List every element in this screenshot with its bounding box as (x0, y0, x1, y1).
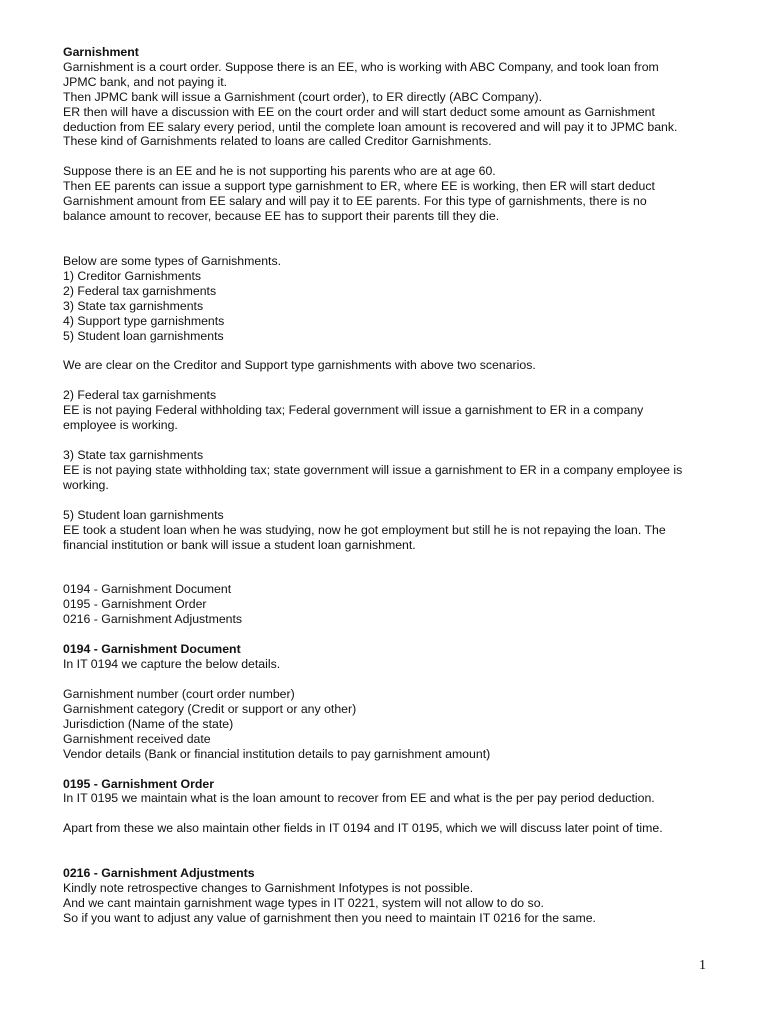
list-item: 0216 - Garnishment Adjustments (63, 612, 243, 627)
text-line: Suppose there is an EE and he is not supporting his parents who are at age 60. (63, 164, 496, 179)
infotypes-list (63, 582, 713, 627)
text-line: Garnishment amount from EE salary and will pay it to EE parents. For this type of garnishments, there is no (63, 194, 647, 209)
order-0195-section (63, 777, 713, 807)
document-body (63, 45, 713, 926)
list-item: 0195 - Garnishment Order (63, 597, 207, 612)
section-heading: 0216 - Garnishment Adjustments (63, 866, 255, 881)
list-intro: Below are some types of Garnishments. (63, 253, 282, 268)
list-item: Garnishment category (Credit or support or any other) (63, 701, 357, 716)
text-line: 3) State tax garnishments (63, 448, 204, 463)
text-line: In IT 0195 we maintain what is the loan amount to recover from EE and what is the per pay period deduction. (63, 791, 655, 806)
support-section (63, 164, 713, 224)
text-line: financial institution or bank will issue a student loan garnishment. (63, 537, 416, 552)
text-line: working. (63, 477, 109, 492)
text-line: And we cant maintain garnishment wage types in IT 0221, system will not allow to do so. (63, 896, 544, 911)
text-line: In IT 0194 we capture the below details. (63, 657, 281, 672)
text-line: These kind of Garnishments related to loans are called Creditor Garnishments. (63, 134, 492, 149)
list-item: 2) Federal tax garnishments (63, 283, 217, 298)
text-line: JPMC bank, and not paying it. (63, 74, 228, 89)
list-item: 0194 - Garnishment Document (63, 582, 232, 597)
list-item: Garnishment received date (63, 731, 211, 746)
text-line: Garnishment is a court order. Suppose there is an EE, who is working with ABC Company, and took loan from (63, 59, 659, 74)
clear-note: We are clear on the Creditor and Support type garnishments with above two scenarios. (63, 358, 536, 373)
text-line: So if you want to adjust any value of garnishment then you need to maintain IT 0216 for the same. (63, 910, 596, 925)
text-line: 5) Student loan garnishments (63, 507, 224, 522)
text-line: EE is not paying state withholding tax; state government will issue a garnishment to ER in a company employee is (63, 462, 683, 477)
text-line: employee is working. (63, 418, 178, 433)
state-section (63, 448, 713, 493)
text-line: EE is not paying Federal withholding tax; Federal government will issue a garnishment to ER in a company (63, 403, 644, 418)
section-heading: 0194 - Garnishment Document (63, 642, 241, 657)
intro-section (63, 45, 713, 149)
text-line: ER then will have a discussion with EE on the court order and will start deduct some amount as Garnishment (63, 104, 655, 119)
page-number: 1 (699, 958, 706, 973)
text-line: Kindly note retrospective changes to Garnishment Infotypes is not possible. (63, 881, 474, 896)
types-list (63, 254, 713, 343)
text-line: Then EE parents can issue a support type garnishment to ER, where EE is working, then ER will start deduct (63, 179, 655, 194)
text-line: deduction from EE salary every period, until the complete loan amount is recovered and will pay it to JPMC bank. (63, 119, 678, 134)
section-heading: 0195 - Garnishment Order (63, 776, 215, 791)
text-line: 2) Federal tax garnishments (63, 388, 217, 403)
text-line: Apart from these we also maintain other fields in IT 0194 and IT 0195, which we will discuss later point of time. (63, 821, 663, 836)
text-line: EE took a student loan when he was studying, now he got employment but still he is not repaying the loan. The (63, 522, 666, 537)
list-item: 3) State tax garnishments (63, 298, 204, 313)
student-section (63, 508, 713, 553)
doc-0194-section (63, 642, 713, 672)
list-item: Vendor details (Bank or financial institution details to pay garnishment amount) (63, 746, 491, 761)
text-line: Then JPMC bank will issue a Garnishment (court order), to ER directly (ABC Company). (63, 89, 543, 104)
list-item: Garnishment number (court order number) (63, 687, 295, 701)
federal-section (63, 388, 713, 433)
adj-0216-section (63, 866, 713, 926)
doc-0194-details (63, 687, 713, 762)
section-heading: Garnishment (63, 45, 139, 59)
list-item: Jurisdiction (Name of the state) (63, 716, 234, 731)
list-item: 1) Creditor Garnishments (63, 268, 202, 283)
text-line: balance amount to recover, because EE has to support their parents till they die. (63, 209, 500, 224)
list-item: 5) Student loan garnishments (63, 328, 224, 343)
list-item: 4) Support type garnishments (63, 313, 225, 328)
